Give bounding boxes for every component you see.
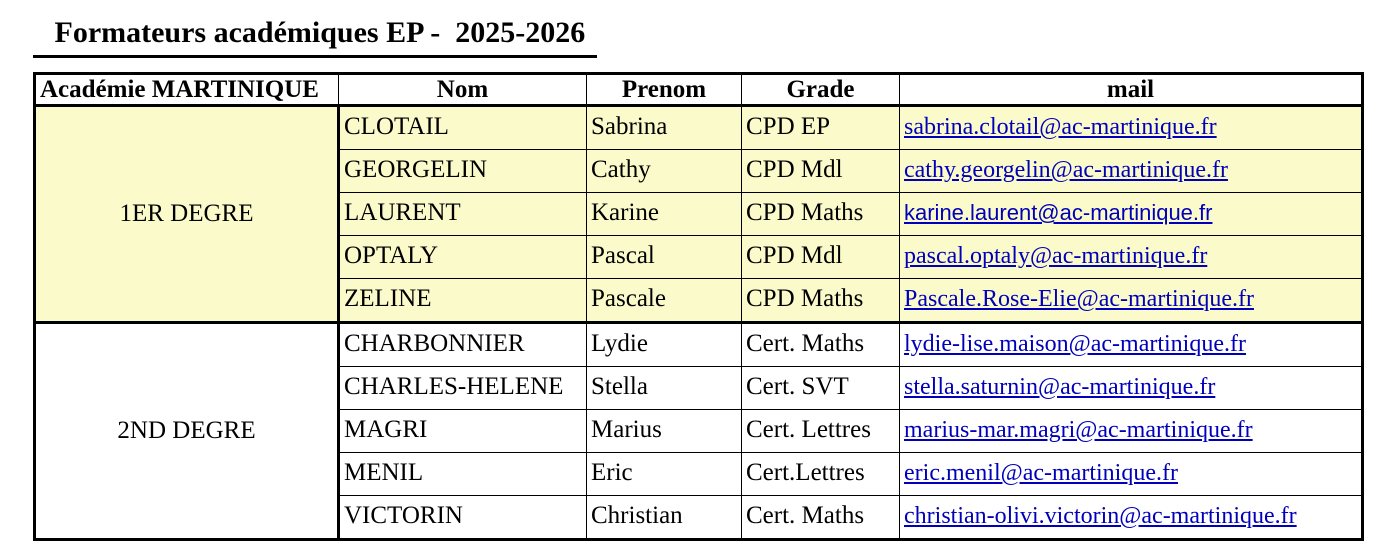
column-header-nom: Nom: [339, 74, 587, 106]
grade-cell: Cert. Lettres: [742, 410, 900, 453]
formateurs-table: [33, 72, 1364, 541]
group-cell-2nd-degre: 2ND DEGRE: [35, 323, 339, 540]
email-link[interactable]: marius-mar.magri@ac-martinique.fr: [904, 417, 1253, 443]
column-header-prenom: Prenom: [587, 74, 742, 106]
prenom-cell: Pascal: [587, 236, 742, 279]
email-link[interactable]: karine.laurent@ac-martinique.fr: [904, 200, 1213, 225]
mail-cell: [900, 150, 1363, 193]
group-cell-1er-degre: 1ER DEGRE: [35, 106, 339, 323]
grade-cell: CPD Mdl: [742, 150, 900, 193]
email-link[interactable]: lydie-lise.maison@ac-martinique.fr: [904, 331, 1246, 357]
mail-cell: [900, 453, 1363, 496]
nom-cell: LAURENT: [339, 193, 587, 236]
nom-cell: CLOTAIL: [339, 106, 587, 150]
mail-cell: [900, 236, 1363, 279]
grade-cell: CPD Mdl: [742, 236, 900, 279]
prenom-cell: Cathy: [587, 150, 742, 193]
grade-cell: CPD EP: [742, 106, 900, 150]
table-header-row: [35, 74, 1363, 106]
grade-cell: Cert. Maths: [742, 496, 900, 540]
mail-cell: [900, 367, 1363, 410]
mail-cell: [900, 279, 1363, 323]
nom-cell: ZELINE: [339, 279, 587, 323]
prenom-cell: Pascale: [587, 279, 742, 323]
nom-cell: CHARBONNIER: [339, 323, 587, 367]
mail-cell: [900, 193, 1363, 236]
column-header-grade: Grade: [742, 74, 900, 106]
grade-cell: CPD Maths: [742, 193, 900, 236]
email-link[interactable]: eric.menil@ac-martinique.fr: [904, 460, 1178, 486]
email-link[interactable]: Pascale.Rose-Elie@ac-martinique.fr: [904, 286, 1254, 312]
table-row: [35, 106, 1363, 150]
nom-cell: GEORGELIN: [339, 150, 587, 193]
table-row: [35, 323, 1363, 367]
nom-cell: MENIL: [339, 453, 587, 496]
mail-cell: [900, 496, 1363, 540]
prenom-cell: Marius: [587, 410, 742, 453]
prenom-cell: Karine: [587, 193, 742, 236]
email-link[interactable]: christian-olivi.victorin@ac-martinique.fr: [904, 503, 1297, 529]
grade-cell: Cert.Lettres: [742, 453, 900, 496]
mail-cell: [900, 410, 1363, 453]
email-link[interactable]: pascal.optaly@ac-martinique.fr: [904, 243, 1208, 269]
prenom-cell: Eric: [587, 453, 742, 496]
column-header-academie: Académie MARTINIQUE: [35, 74, 339, 106]
grade-cell: Cert. Maths: [742, 323, 900, 367]
prenom-cell: Lydie: [587, 323, 742, 367]
nom-cell: VICTORIN: [339, 496, 587, 540]
grade-cell: Cert. SVT: [742, 367, 900, 410]
column-header-mail: mail: [900, 74, 1363, 106]
mail-cell: [900, 323, 1363, 367]
nom-cell: MAGRI: [339, 410, 587, 453]
email-link[interactable]: sabrina.clotail@ac-martinique.fr: [904, 114, 1217, 140]
nom-cell: CHARLES-HELENE: [339, 367, 587, 410]
prenom-cell: Stella: [587, 367, 742, 410]
grade-cell: CPD Maths: [742, 279, 900, 323]
nom-cell: OPTALY: [339, 236, 587, 279]
page-title: Formateurs académiques EP - 2025-2026: [33, 16, 597, 58]
email-link[interactable]: stella.saturnin@ac-martinique.fr: [904, 374, 1216, 400]
mail-cell: [900, 106, 1363, 150]
email-link[interactable]: cathy.georgelin@ac-martinique.fr: [904, 157, 1228, 183]
prenom-cell: Sabrina: [587, 106, 742, 150]
prenom-cell: Christian: [587, 496, 742, 540]
